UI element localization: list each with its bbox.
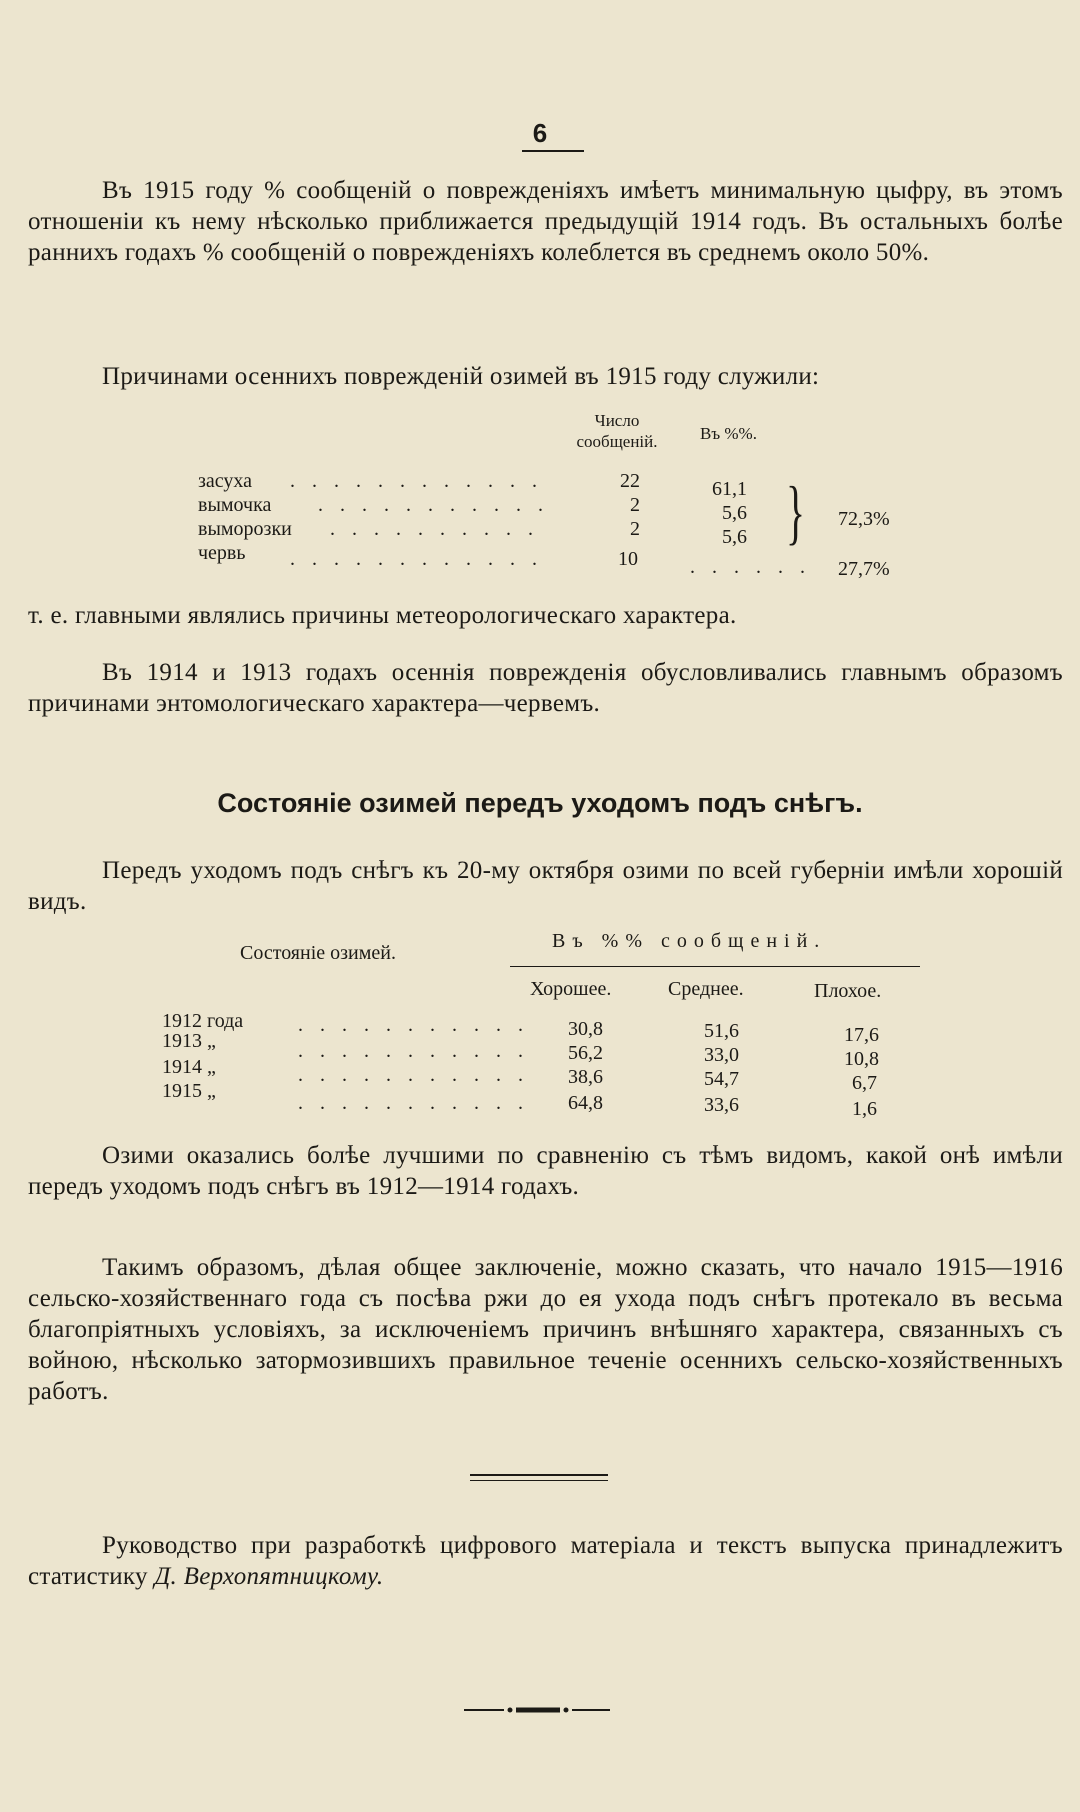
paragraph-credits [28,1530,1063,1592]
right-brace: } [786,472,806,552]
state-cell: 10,8 [844,1048,879,1070]
state-col-header: Плохое. [814,980,882,1002]
state-row-year: 1913 „ [162,1030,216,1052]
paragraph-causes-intro [28,361,1063,392]
causes-col-count-header: Число сообщеній. [576,411,658,451]
state-cell: 1,6 [852,1098,877,1120]
paragraph-conclusion [28,1252,1063,1407]
leader-dots: . . . . . . . . . . . [298,1092,529,1114]
leader-dots: . . . . . . . . . . . [298,1040,529,1062]
causes-row-label: вымочка [198,494,272,516]
paragraph-credits-text: Руководство при разработкѣ цифрового матеріала и текстъ выпуска принадлежитъ статистику [28,1532,1063,1590]
state-table-group-header: Въ %% сообщеній. [552,930,827,952]
causes-row-count: 22 [620,470,640,492]
state-row-year: 1914 „ [162,1056,216,1078]
paragraph-damage-percent [28,175,1063,268]
paragraph-before-snow-text: Передъ уходомъ подъ снѣгъ къ 20-му октября озими по всей губерніи имѣли хорошій видъ. [28,857,1063,915]
state-cell: 54,7 [704,1068,739,1090]
causes-row-count: 2 [630,518,640,540]
state-table-header-rule [510,966,920,967]
separator-rule-bottom [470,1480,608,1481]
state-cell: 33,6 [704,1094,739,1116]
leader-dots: . . . . . . . . . . [330,518,539,540]
author-name: Д. Верхопятницкому. [154,1563,384,1590]
leader-dots: . . . . . . [690,556,811,578]
paragraph-damage-percent-text: Въ 1915 году % сообщеній о поврежденіяхъ имѣетъ минимальную цыфру, въ этомъ отношеніи къ нему нѣсколько приближается предыдущій 1914 годъ. Въ остальныхъ болѣе раннихъ годахъ % сообщеній о поврежденіяхъ колеблется въ среднемъ около 50%. [28,177,1063,266]
causes-row-percent: 5,6 [722,502,747,524]
state-cell: 33,0 [704,1044,739,1066]
causes-row-percent: 5,6 [722,526,747,548]
paragraph-causes-intro-text: Причинами осеннихъ поврежденій озимей въ 1915 году служили: [102,363,820,390]
state-cell: 64,8 [568,1092,603,1114]
paragraph-meteo-conclusion-text: т. е. главными являлись причины метеорологическаго характера. [28,602,737,629]
leader-dots: . . . . . . . . . . . [298,1014,529,1036]
state-row-year: 1912 года [162,1010,244,1032]
causes-row-label: червь [198,542,246,564]
paragraph-1914-1913 [28,657,1063,719]
paragraph-meteo-conclusion [28,600,1063,631]
state-table-row-header: Состояніе озимей. [240,942,396,964]
section-title: Состояніе озимей передъ уходомъ подъ снѣгъ. [217,788,863,818]
state-cell: 17,6 [844,1024,879,1046]
state-row-year: 1915 „ [162,1080,216,1102]
causes-meteo-total: 72,3% [838,508,890,530]
paragraph-better-state-text: Озими оказались болѣе лучшими по сравненію съ тѣмъ видомъ, какой онѣ имѣли передъ уходомъ подъ снѣгъ въ 1912—1914 годахъ. [28,1142,1063,1200]
state-cell: 38,6 [568,1066,603,1088]
causes-row-label: засуха [198,470,253,492]
leader-dots: . . . . . . . . . . . . [290,470,543,492]
page-number: 6 [532,118,548,148]
state-cell: 56,2 [568,1042,603,1064]
page-number-underline [522,150,584,152]
state-cell: 51,6 [704,1020,739,1042]
ornament-end-mark [460,1700,620,1720]
separator-rule-top [470,1474,608,1476]
causes-col-percent-header: Въ %%. [700,424,757,443]
causes-row-count: 2 [630,494,640,516]
paragraph-before-snow [28,855,1063,917]
causes-row-percent: 61,1 [712,478,747,500]
state-cell: 6,7 [852,1072,877,1094]
causes-row-count: 10 [618,548,638,570]
state-col-header: Хорошее. [530,978,612,1000]
leader-dots: . . . . . . . . . . . . [290,548,543,570]
paragraph-better-state [28,1140,1063,1202]
paragraph-conclusion-text: Такимъ образомъ, дѣлая общее заключеніе, можно сказать, что начало 1915—1916 сельско-хозяйственнаго года съ посѣва ржи до ея ухода подъ снѣгъ протекало въ весьма благопріятныхъ условіяхъ, за исключеніемъ причинъ внѣшняго характера, связанныхъ съ войною, нѣсколько затормозившихъ правильное теченіе осеннихъ сельско-хозяйственныхъ работъ. [28,1254,1063,1405]
leader-dots: . . . . . . . . . . . [298,1064,529,1086]
causes-worm-total: 27,7% [838,558,890,580]
state-col-header: Среднее. [668,978,744,1000]
paragraph-1914-1913-text: Въ 1914 и 1913 годахъ осеннія поврежденія обусловливались главнымъ образомъ причинами энтомологическаго характера—червемъ. [28,659,1063,717]
leader-dots: . . . . . . . . . . . [318,494,549,516]
causes-row-label: выморозки [198,518,292,540]
state-cell: 30,8 [568,1018,603,1040]
